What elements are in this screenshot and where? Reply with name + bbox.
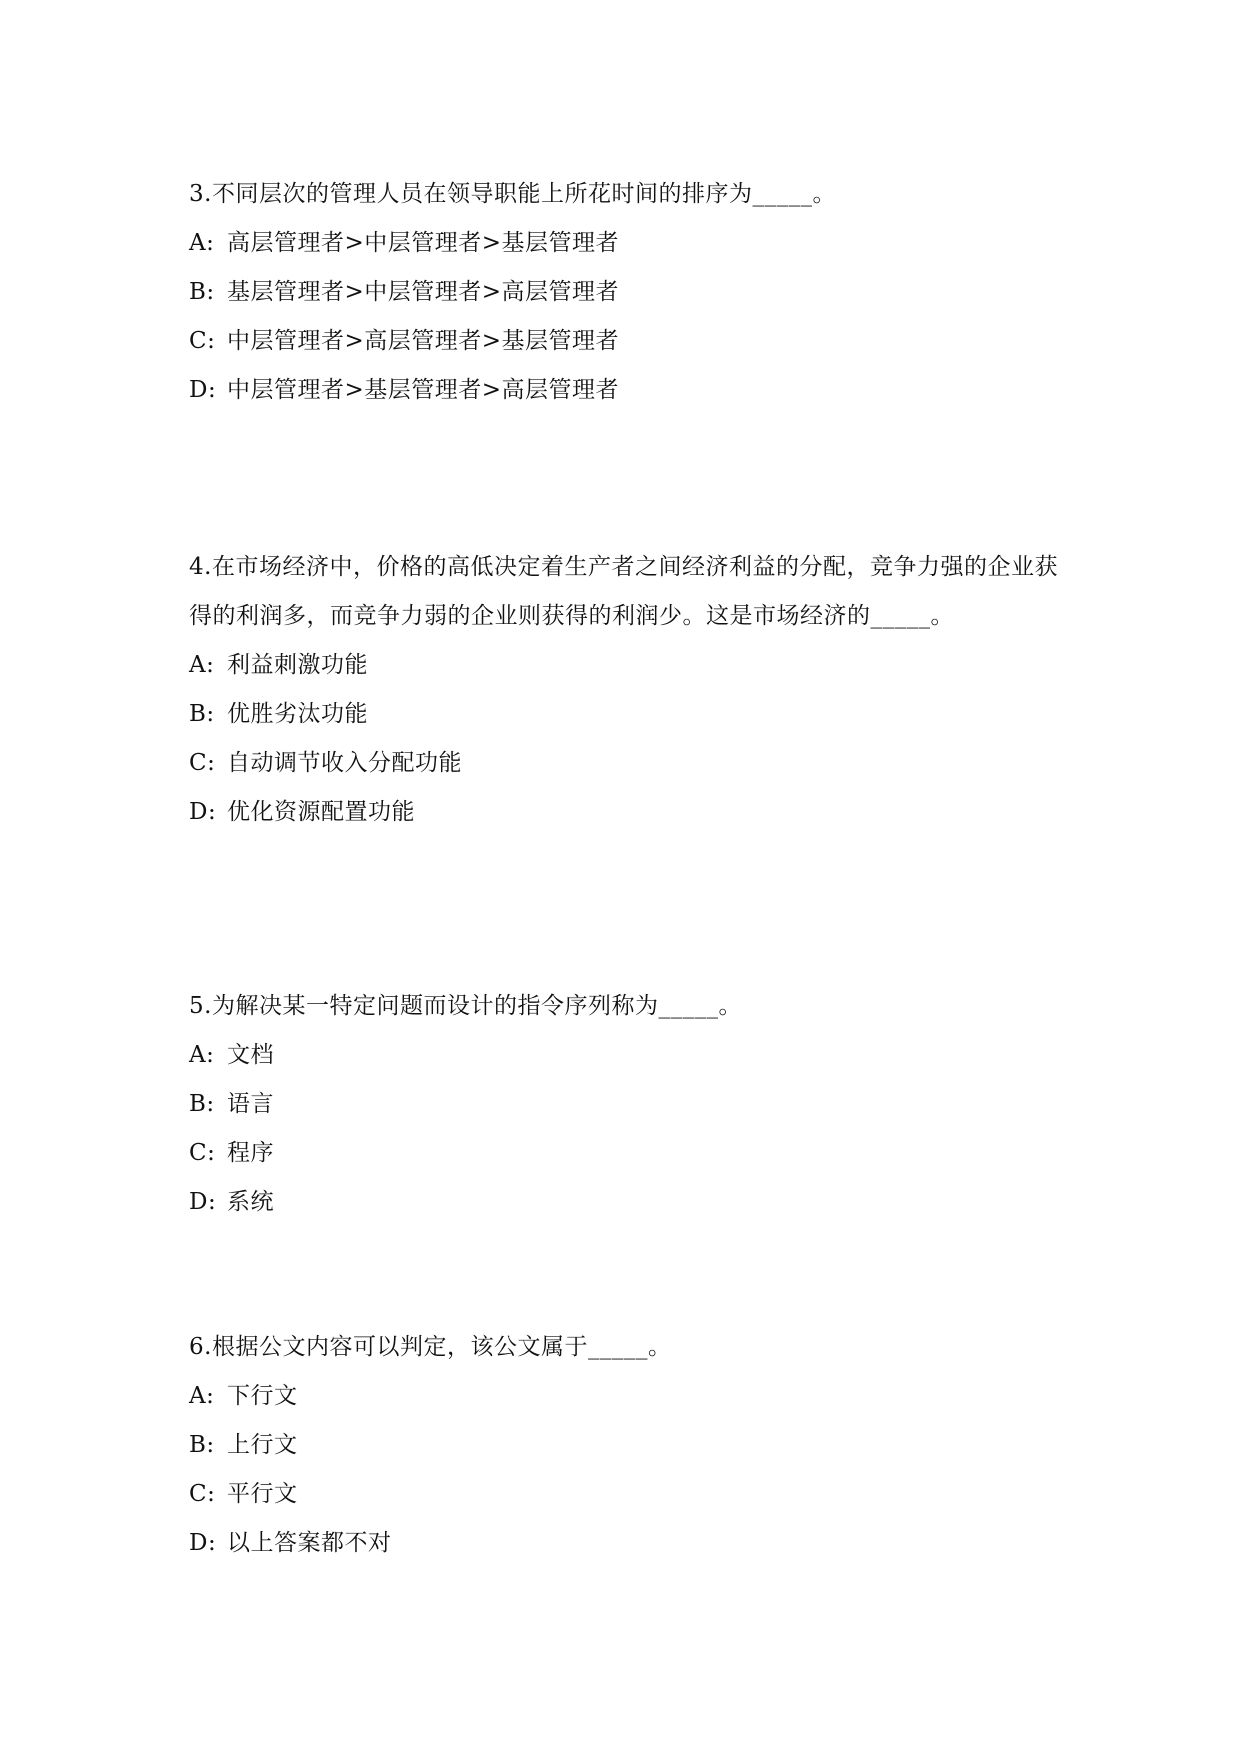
question-stem: 3.不同层次的管理人员在领导职能上所花时间的排序为_____。 xyxy=(189,181,836,207)
option-c xyxy=(189,739,1069,788)
option-letter: A: xyxy=(189,1042,215,1068)
option-letter: A: xyxy=(189,652,215,678)
option-text: 优胜劣汰功能 xyxy=(227,701,368,727)
option-text: 高层管理者>中层管理者>基层管理者 xyxy=(227,230,620,256)
option-text: 平行文 xyxy=(227,1481,298,1507)
option-text: 基层管理者>中层管理者>高层管理者 xyxy=(227,279,620,305)
option-list xyxy=(189,1372,1069,1568)
option-c xyxy=(189,1129,1069,1178)
option-letter: B: xyxy=(189,1091,215,1117)
option-text: 中层管理者>高层管理者>基层管理者 xyxy=(227,328,620,354)
option-text: 文档 xyxy=(227,1042,274,1068)
question-stem: 5.为解决某一特定问题而设计的指令序列称为_____。 xyxy=(189,993,742,1019)
question-4 xyxy=(189,543,1069,837)
option-letter: B: xyxy=(189,1432,215,1458)
option-text: 自动调节收入分配功能 xyxy=(227,750,462,776)
option-text: 系统 xyxy=(227,1189,274,1215)
option-text: 上行文 xyxy=(227,1432,298,1458)
option-list xyxy=(189,1031,1069,1227)
option-b xyxy=(189,1421,1069,1470)
option-b xyxy=(189,268,1069,317)
question-stem: 6.根据公文内容可以判定，该公文属于_____。 xyxy=(189,1334,672,1360)
option-letter: A: xyxy=(189,230,215,256)
option-text: 利益刺激功能 xyxy=(227,652,368,678)
option-letter: A: xyxy=(189,1383,215,1409)
option-letter: D: xyxy=(189,1530,217,1556)
option-a xyxy=(189,219,1069,268)
option-a xyxy=(189,641,1069,690)
option-c xyxy=(189,1470,1069,1519)
option-b xyxy=(189,690,1069,739)
option-letter: C: xyxy=(189,1481,216,1507)
option-d xyxy=(189,1519,1069,1568)
option-text: 语言 xyxy=(227,1091,274,1117)
question-5 xyxy=(189,982,1069,1227)
question-3 xyxy=(189,170,1069,415)
option-d xyxy=(189,788,1069,837)
option-list xyxy=(189,219,1069,415)
option-text: 中层管理者>基层管理者>高层管理者 xyxy=(227,377,620,403)
option-a xyxy=(189,1372,1069,1421)
option-letter: C: xyxy=(189,1140,216,1166)
option-letter: C: xyxy=(189,750,216,776)
option-text: 程序 xyxy=(227,1140,274,1166)
option-d xyxy=(189,366,1069,415)
question-6 xyxy=(189,1323,1069,1568)
option-letter: D: xyxy=(189,377,217,403)
option-letter: B: xyxy=(189,701,215,727)
option-d xyxy=(189,1178,1069,1227)
option-text: 以上答案都不对 xyxy=(227,1530,392,1556)
option-letter: C: xyxy=(189,328,216,354)
option-letter: B: xyxy=(189,279,215,305)
option-letter: D: xyxy=(189,1189,217,1215)
option-a xyxy=(189,1031,1069,1080)
option-text: 下行文 xyxy=(227,1383,298,1409)
option-b xyxy=(189,1080,1069,1129)
option-list xyxy=(189,641,1069,837)
option-letter: D: xyxy=(189,799,217,825)
option-text: 优化资源配置功能 xyxy=(227,799,415,825)
option-c xyxy=(189,317,1069,366)
question-stem: 4.在市场经济中，价格的高低决定着生产者之间经济利益的分配，竞争力强的企业获得的利润多，而竞争力弱的企业则获得的利润少。这是市场经济的_____。 xyxy=(189,554,1058,629)
